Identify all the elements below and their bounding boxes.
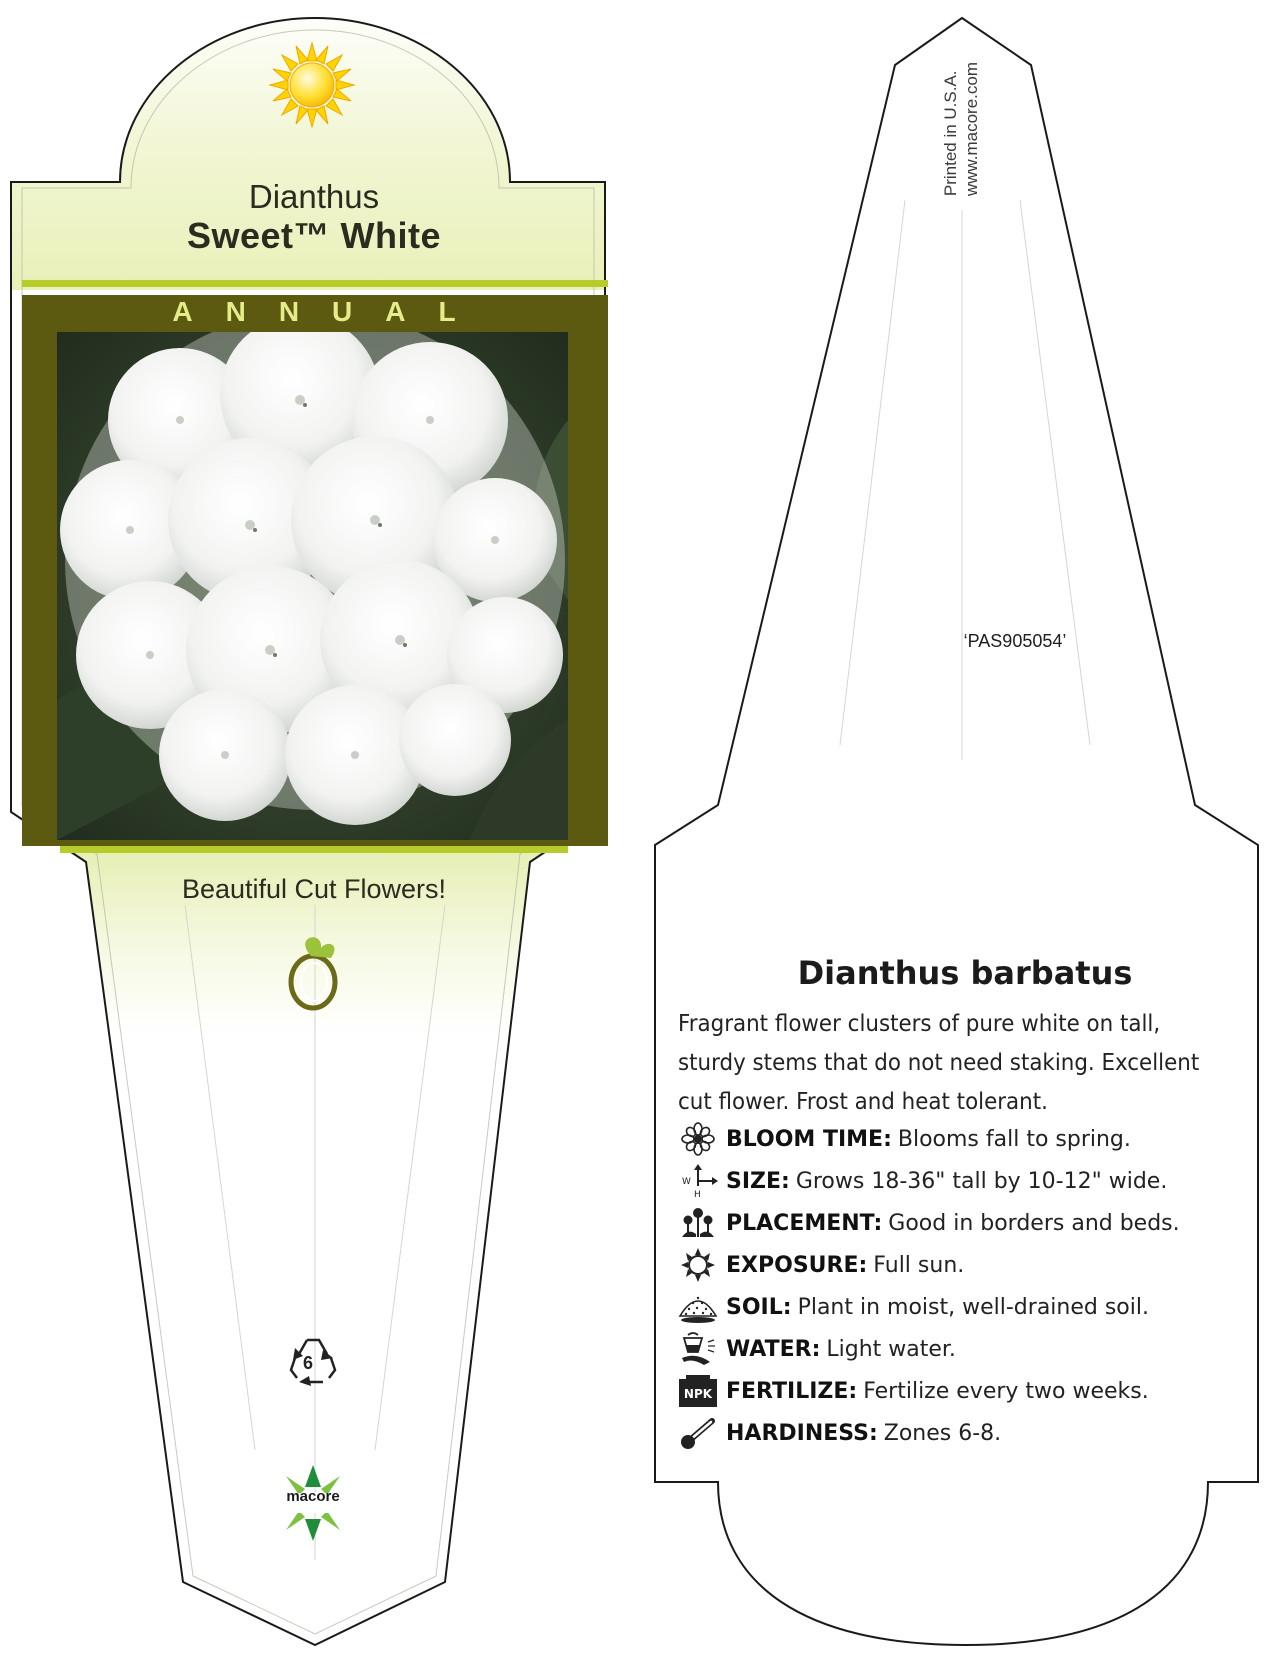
recycle-code: 6 (303, 1353, 314, 1373)
care-value: Plant in moist, well-drained soil. (797, 1294, 1149, 1320)
care-row-exposure (678, 1246, 964, 1284)
sun-outline-icon (678, 1248, 718, 1282)
genus-name: Dianthus (248, 178, 380, 215)
top-accent-bar (22, 280, 608, 287)
category-label: ANNUAL (172, 296, 489, 327)
white-dianthus-flower-photo (57, 310, 568, 840)
care-row-water (678, 1330, 956, 1368)
care-label: BLOOM TIME: (726, 1126, 892, 1152)
brand-name: macore (286, 1488, 340, 1505)
website: www.macore.com (962, 62, 981, 197)
soil-mound-icon (678, 1290, 718, 1324)
care-row-size (678, 1162, 1167, 1200)
care-value: Good in borders and beds. (888, 1210, 1180, 1236)
care-value: Blooms fall to spring. (897, 1126, 1131, 1152)
care-value: Grows 18-36" tall by 10-12" wide. (795, 1168, 1168, 1194)
care-label: HARDINESS: (726, 1420, 878, 1446)
watering-can-icon (678, 1332, 718, 1366)
care-row-hardiness (678, 1414, 1001, 1452)
care-row-placement (678, 1204, 1180, 1242)
care-value: Zones 6-8. (883, 1420, 1002, 1446)
sun-icon (270, 43, 354, 127)
botanical-name: Dianthus barbatus (797, 954, 1133, 992)
description: Fragrant flower clusters of pure white on tall, sturdy stems that do not need staking. Excellent cut flower. Frost and heat tolerant. (678, 1011, 1200, 1115)
care-value: Fertilize every two weeks. (863, 1378, 1149, 1404)
care-row-fertilize (678, 1372, 1149, 1410)
patent-number: ‘PAS905054’ (963, 631, 1067, 651)
care-label: WATER: (726, 1336, 821, 1362)
bottom-accent-bar (60, 846, 568, 853)
care-label: SOIL: (726, 1294, 792, 1320)
tagline: Beautiful Cut Flowers! (181, 874, 447, 904)
care-value: Light water. (826, 1336, 956, 1362)
size-w-letter: W (682, 1177, 691, 1187)
care-value: Full sun. (873, 1252, 965, 1278)
size-h-letter: H (694, 1190, 701, 1198)
care-label: PLACEMENT: (726, 1210, 883, 1236)
size-arrows-icon (678, 1164, 718, 1198)
care-label: EXPOSURE: (726, 1252, 868, 1278)
npk-text: NPK (683, 1387, 713, 1401)
printed-location: Printed in U.S.A. (941, 70, 960, 197)
flower-icon (678, 1122, 718, 1156)
printed-info (940, 62, 982, 196)
care-row-soil (678, 1288, 1149, 1326)
thermometer-icon (678, 1416, 718, 1450)
variety-name: Sweet™ White (186, 215, 442, 256)
care-row-bloom (678, 1120, 1131, 1158)
npk-fertilizer-icon (678, 1374, 718, 1408)
plants-placement-icon (678, 1206, 718, 1240)
care-label: SIZE: (726, 1168, 790, 1194)
care-label: FERTILIZE: (726, 1378, 858, 1404)
